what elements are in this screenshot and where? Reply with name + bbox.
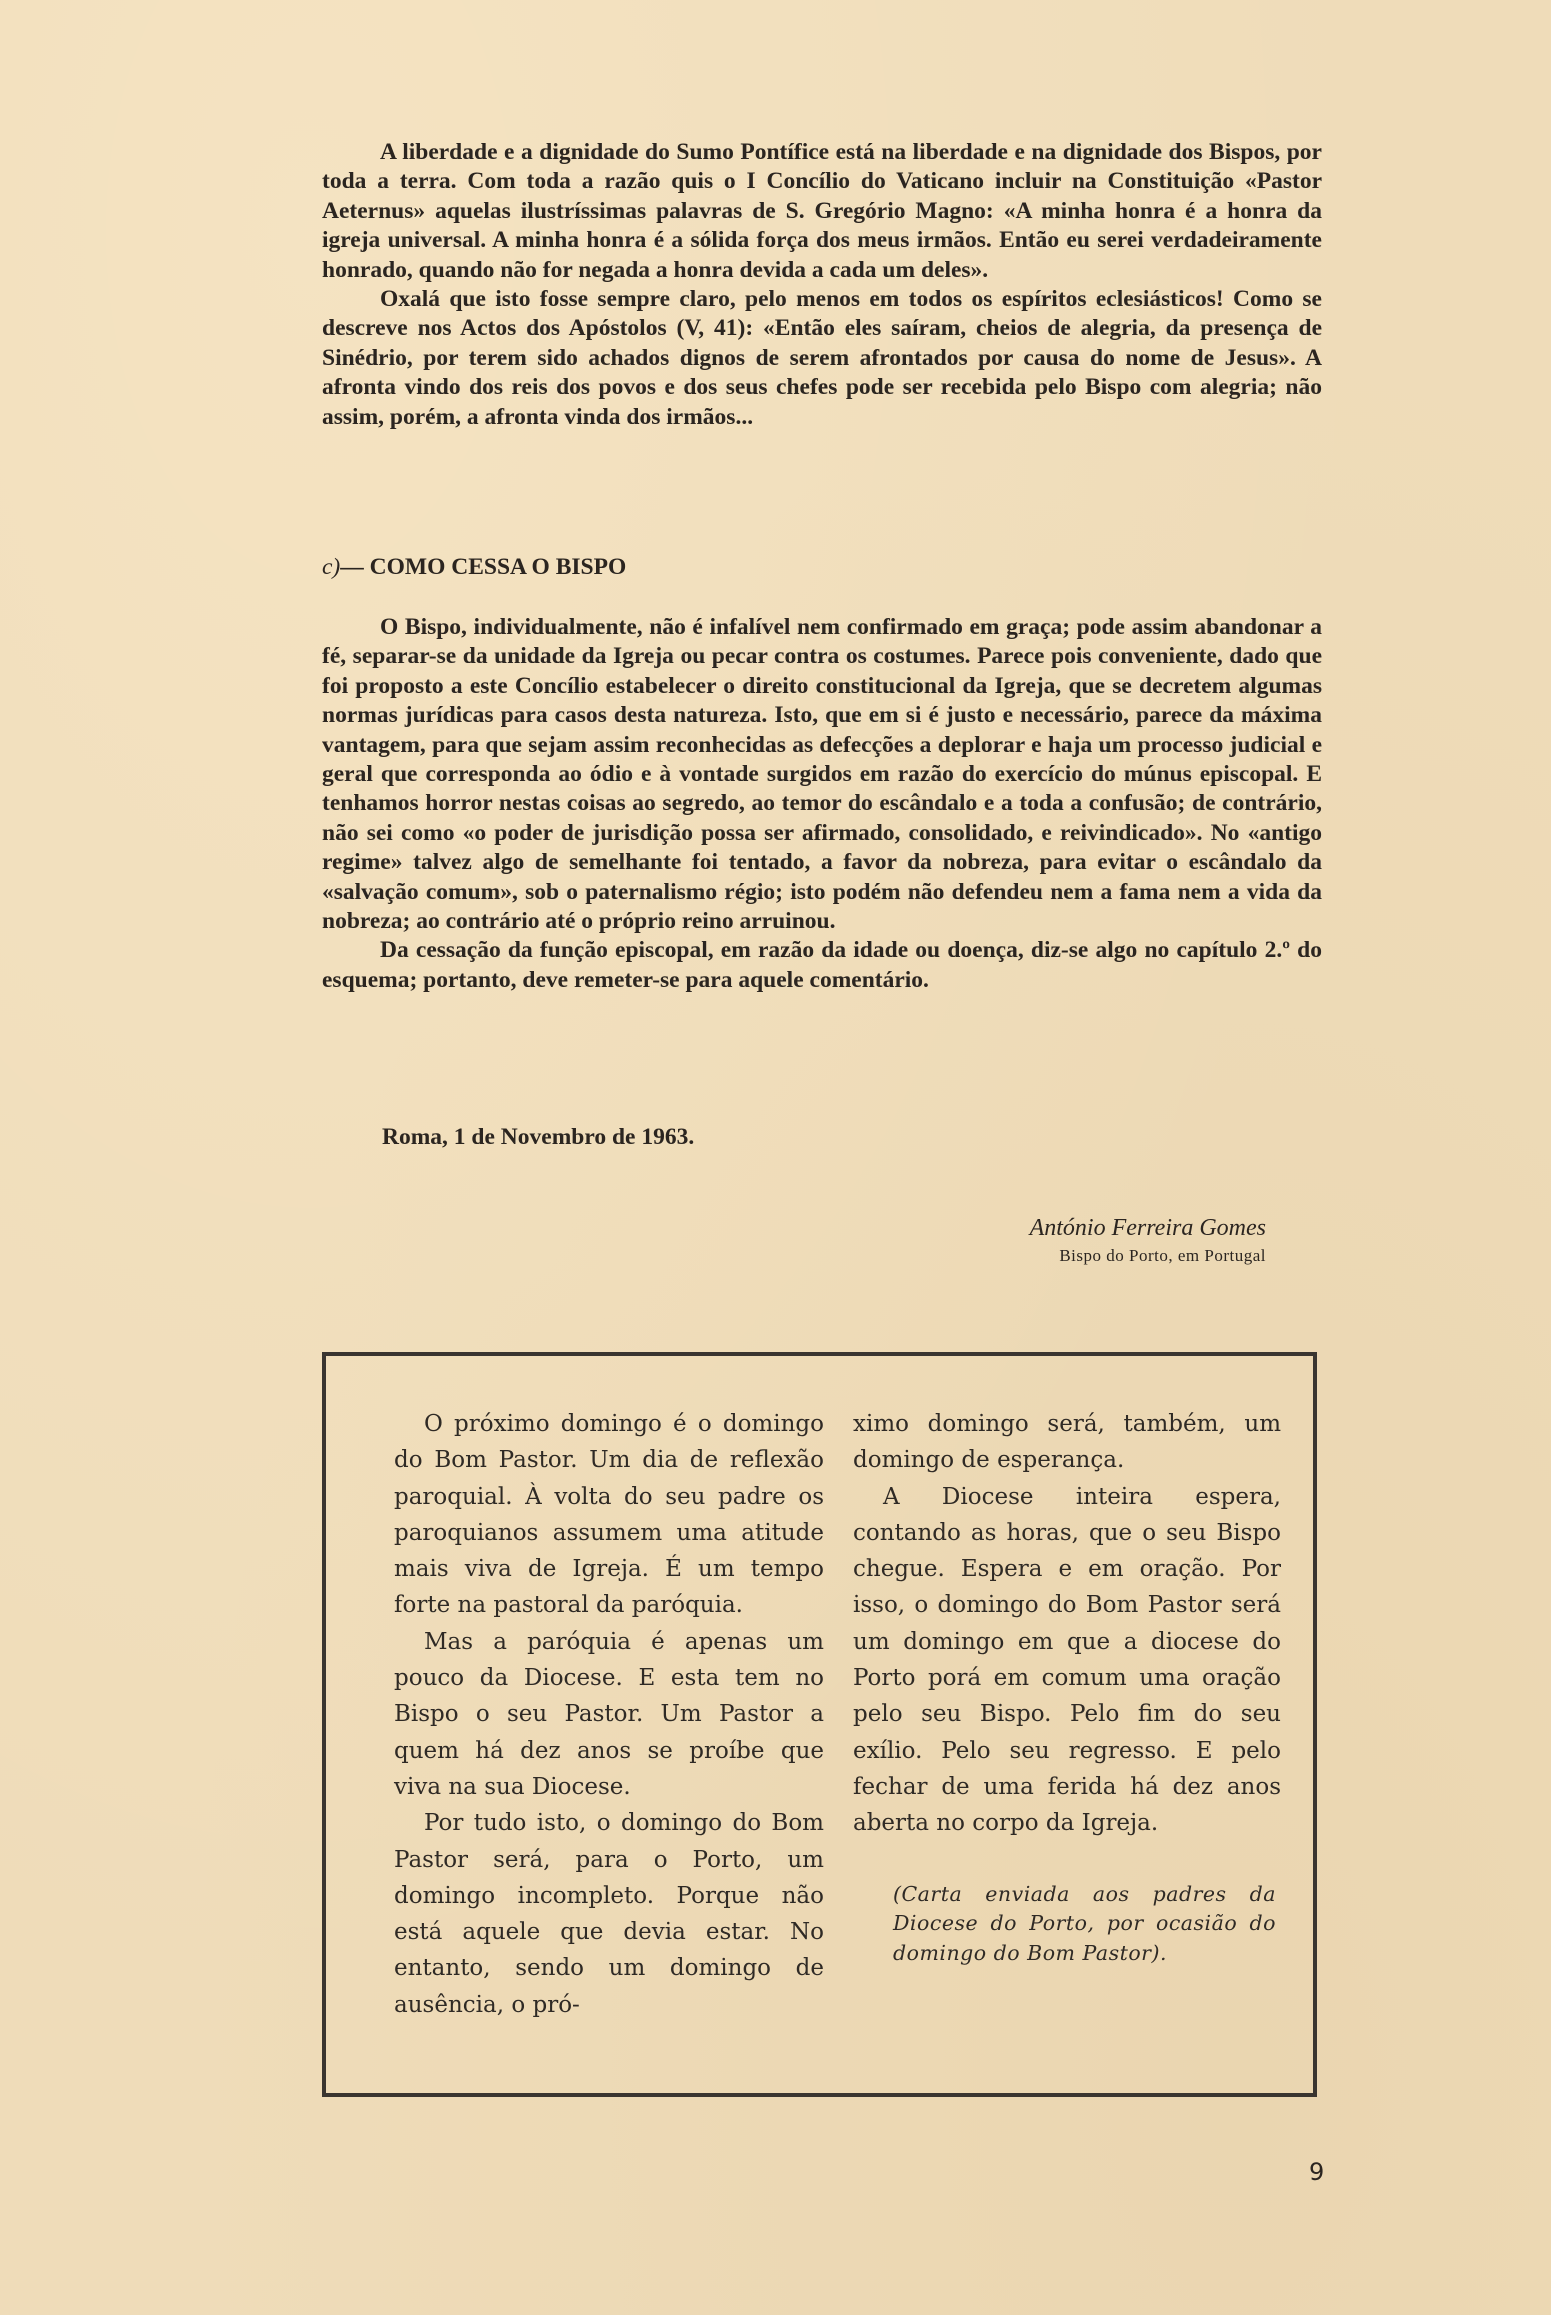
signature-block	[1030, 1212, 1266, 1268]
section-title: — COMO CESSA O BISPO	[340, 554, 627, 580]
section-letter: c)	[322, 554, 341, 580]
section-paragraph: Da cessação da função episcopal, em razão da idade ou doença, diz-se algo no capítulo 2.º do esquema; portanto, deve remeter-se para aquele comentário.	[322, 937, 1322, 993]
intro-paragraph: Oxalá que isto fosse sempre claro, pelo menos em todos os espíritos eclesiásticos! Como se descreve nos Actos dos Apóstolos (V, 41): «Então eles saíram, cheios de alegria, da presença de Sinédrio, por terem sido achados dignos de serem afrontados por causa do nome de Jesus». A afronta vindo dos reis dos povos e dos seus chefes pode ser recebida pelo Bispo com alegria; não assim, porém, a afronta vinda dos irmãos...	[322, 286, 1322, 430]
intro-text	[322, 138, 1322, 432]
intro-paragraph: A liberdade e a dignidade do Sumo Pontífice está na liberdade e na dignidade dos Bispos, por toda a terra. Com toda a razão quis o I Concílio do Vaticano incluir na Constituição «Pastor Aeternus» aquelas ilustríssimas palavras de S. Gregório Magno: «A minha honra é a honra da igreja universal. A minha honra é a sólida força dos meus irmãos. Então eu serei verdadeiramente honrado, quando não for negada a honra devida a cada um deles».	[322, 139, 1322, 283]
boxed-letter	[322, 1352, 1317, 2097]
boxed-letter-note: (Carta enviada aos padres da Diocese do Porto, por ocasião do domingo do Bom Pastor).	[893, 1881, 1276, 1965]
boxed-letter-left-column	[394, 1406, 824, 2023]
boxed-paragraph: Mas a paróquia é apenas um pouco da Diocese. E esta tem no Bispo o seu Pastor. Um Pastor a quem há dez anos se proíbe que viva na sua Diocese.	[394, 1628, 824, 1800]
section-body	[322, 613, 1322, 995]
boxed-paragraph: O próximo domingo é o domingo do Bom Pastor. Um dia de reflexão paroquial. À volta do seu padre os paroquianos assumem uma atitude mais viva de Igreja. É um tempo forte na pastoral da paróquia.	[394, 1411, 824, 1619]
dateline: Roma, 1 de Novembro de 1963.	[382, 1124, 695, 1150]
boxed-paragraph: Por tudo isto, o domingo do Bom Pastor será, para o Porto, um domingo incompleto. Porque não está aquele que devia estar. No entanto, sendo um domingo de ausência, o pró-	[394, 1810, 824, 2018]
signature-name: António Ferreira Gomes	[1029, 1215, 1266, 1241]
boxed-paragraph-continuation: ximo domingo será, também, um domingo de esperança.	[853, 1411, 1281, 1474]
boxed-paragraph: A Diocese inteira espera, contando as horas, que o seu Bispo chegue. Espera e em oração. Por isso, o domingo do Bom Pastor será um domingo em que a diocese do Porto porá em comum uma oração pelo seu Bispo. Pelo fim do seu exílio. Pelo seu regresso. E pelo fechar de uma ferida há dez anos aberta no corpo da Igreja.	[853, 1483, 1281, 1837]
boxed-letter-right-column	[853, 1406, 1281, 1968]
page-number: 9	[1309, 2158, 1325, 2186]
section-heading	[322, 554, 626, 581]
section-paragraph: O Bispo, individualmente, não é infalível nem confirmado em graça; pode assim abandonar a fé, separar-se da unidade da Igreja ou pecar contra os costumes. Parece pois conveniente, dado que foi proposto a este Concílio estabelecer o direito constitucional da Igreja, que se decretem algumas normas jurídicas para casos desta natureza. Isto, que em si é justo e necessário, parece da máxima vantagem, para que sejam assim reconhecidas as defecções a deplorar e haja um processo judicial e geral que corresponda ao ódio e à vontade surgidos em razão do exercício do múnus episcopal. E tenhamos horror nestas coisas ao segredo, ao temor do escândalo e a toda a confusão; de contrário, não sei como «o poder de jurisdição possa ser afirmado, consolidado, e reivindicado». No «antigo regime» talvez algo de semelhante foi tentado, a favor da nobreza, para evitar o escândalo da «salvação comum», sob o paternalismo régio; isto podém não defendeu nem a fama nem a vida da nobreza; ao contrário até o próprio reino arruinou.	[322, 614, 1322, 935]
signature-role: Bispo do Porto, em Portugal	[1059, 1246, 1266, 1265]
